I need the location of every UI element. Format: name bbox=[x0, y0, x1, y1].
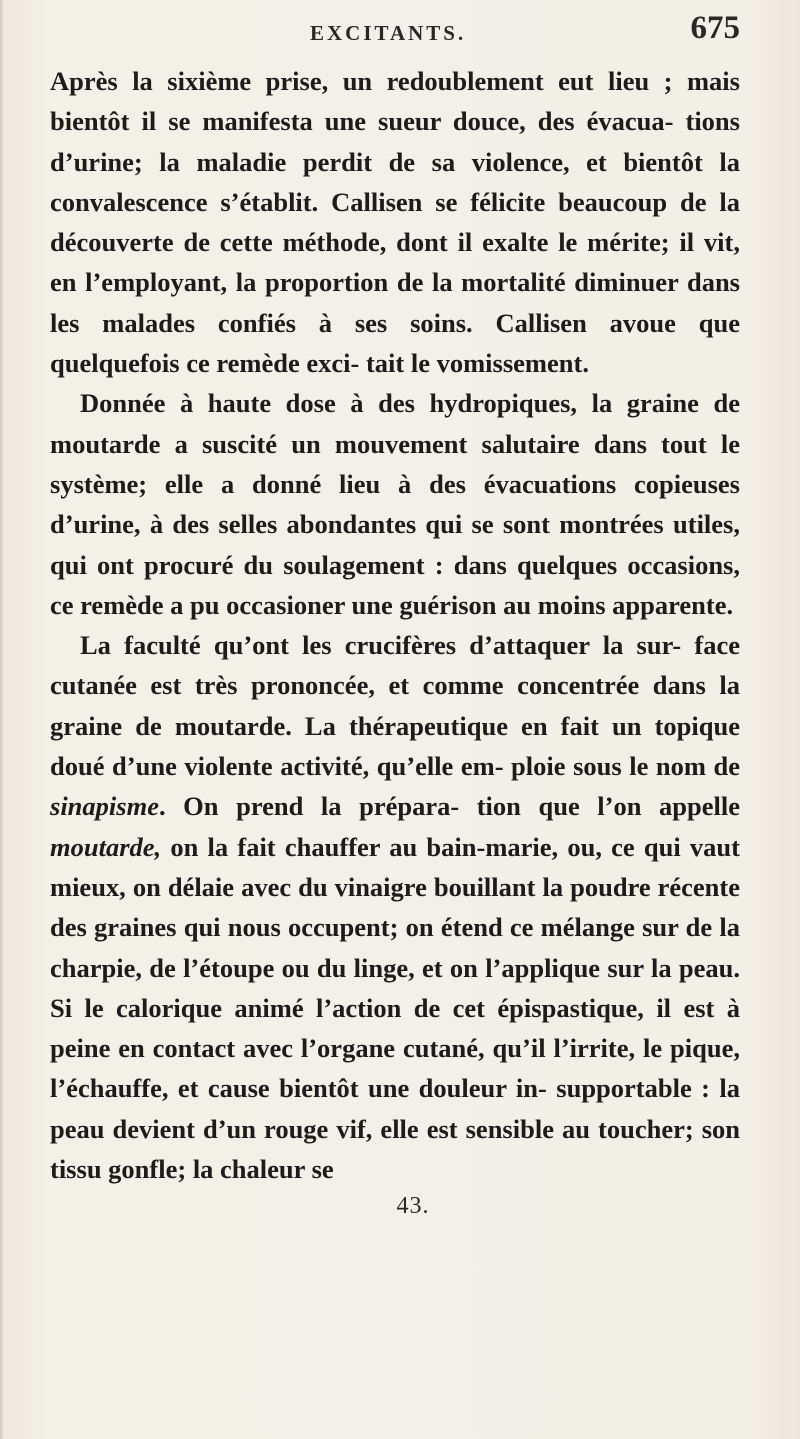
body-text bbox=[50, 61, 740, 1189]
signature-mark: 43. bbox=[396, 1193, 430, 1220]
paragraph-1: Après la sixième prise, un redoublement eut lieu ; mais bientôt il se manifesta une sueur douce, des évacua- tions d’urine; la maladie perdit de sa violence, et bientôt la convalescence s’établit. Callisen se félicite beaucoup de la découverte de cette méthode, dont il exalte le mérite; il vit, en l’employant, la proportion de la mortalité diminuer dans les malades confiés à ses soins. Callisen avoue que quelquefois ce remède exci- tait le vomissement. bbox=[50, 66, 740, 379]
page-header bbox=[50, 0, 740, 60]
paragraph-3-part-3: on la fait chauffer au bain-marie, ou, ce qui vaut mieux, on délaie avec du vinaigre bouillant la poudre récente des graines qui nous occupent; on étend ce mélange sur de la charpie, de l’étoupe ou du linge, et on l’applique sur la peau. Si le calorique animé l’action de cet épispastique, il est à peine en contact avec l’organe cutané, qu’il l’irrite, le pique, l’échauffe, et cause bientôt une douleur in- supportable : la peau devient d’un rouge vif, elle est sensible au toucher; son tissu gonfle; la chaleur se bbox=[50, 831, 740, 1185]
page-edge-shadow bbox=[0, 0, 4, 1439]
paragraph-3-part-2: . On prend la prépara- tion que l’on appelle bbox=[158, 791, 740, 822]
running-title: EXCITANTS. bbox=[310, 21, 467, 45]
term-moutarde: moutarde, bbox=[50, 831, 162, 862]
page-number: 675 bbox=[690, 10, 740, 46]
paragraph-3-part-1: La faculté qu’ont les crucifères d’attaquer la sur- face cutanée est très prononcée, et comme concentrée dans la graine de moutarde. La thérapeutique en fait un topique doué d’une violente activité, qu’elle em- ploie sous le nom de bbox=[50, 630, 740, 782]
term-sinapisme: sinapisme bbox=[50, 791, 159, 822]
paragraph-2: Donnée à haute dose à des hydropiques, la graine de moutarde a suscité un mouvement salutaire dans tout le système; elle a donné lieu à des évacuations copieuses d’urine, à des selles abondantes qui se sont montrées utiles, qui ont procuré du soulagement : dans quelques occasions, ce remède a pu occasioner une guérison au moins apparente. bbox=[50, 388, 740, 620]
paragraph-3 bbox=[50, 625, 740, 1189]
